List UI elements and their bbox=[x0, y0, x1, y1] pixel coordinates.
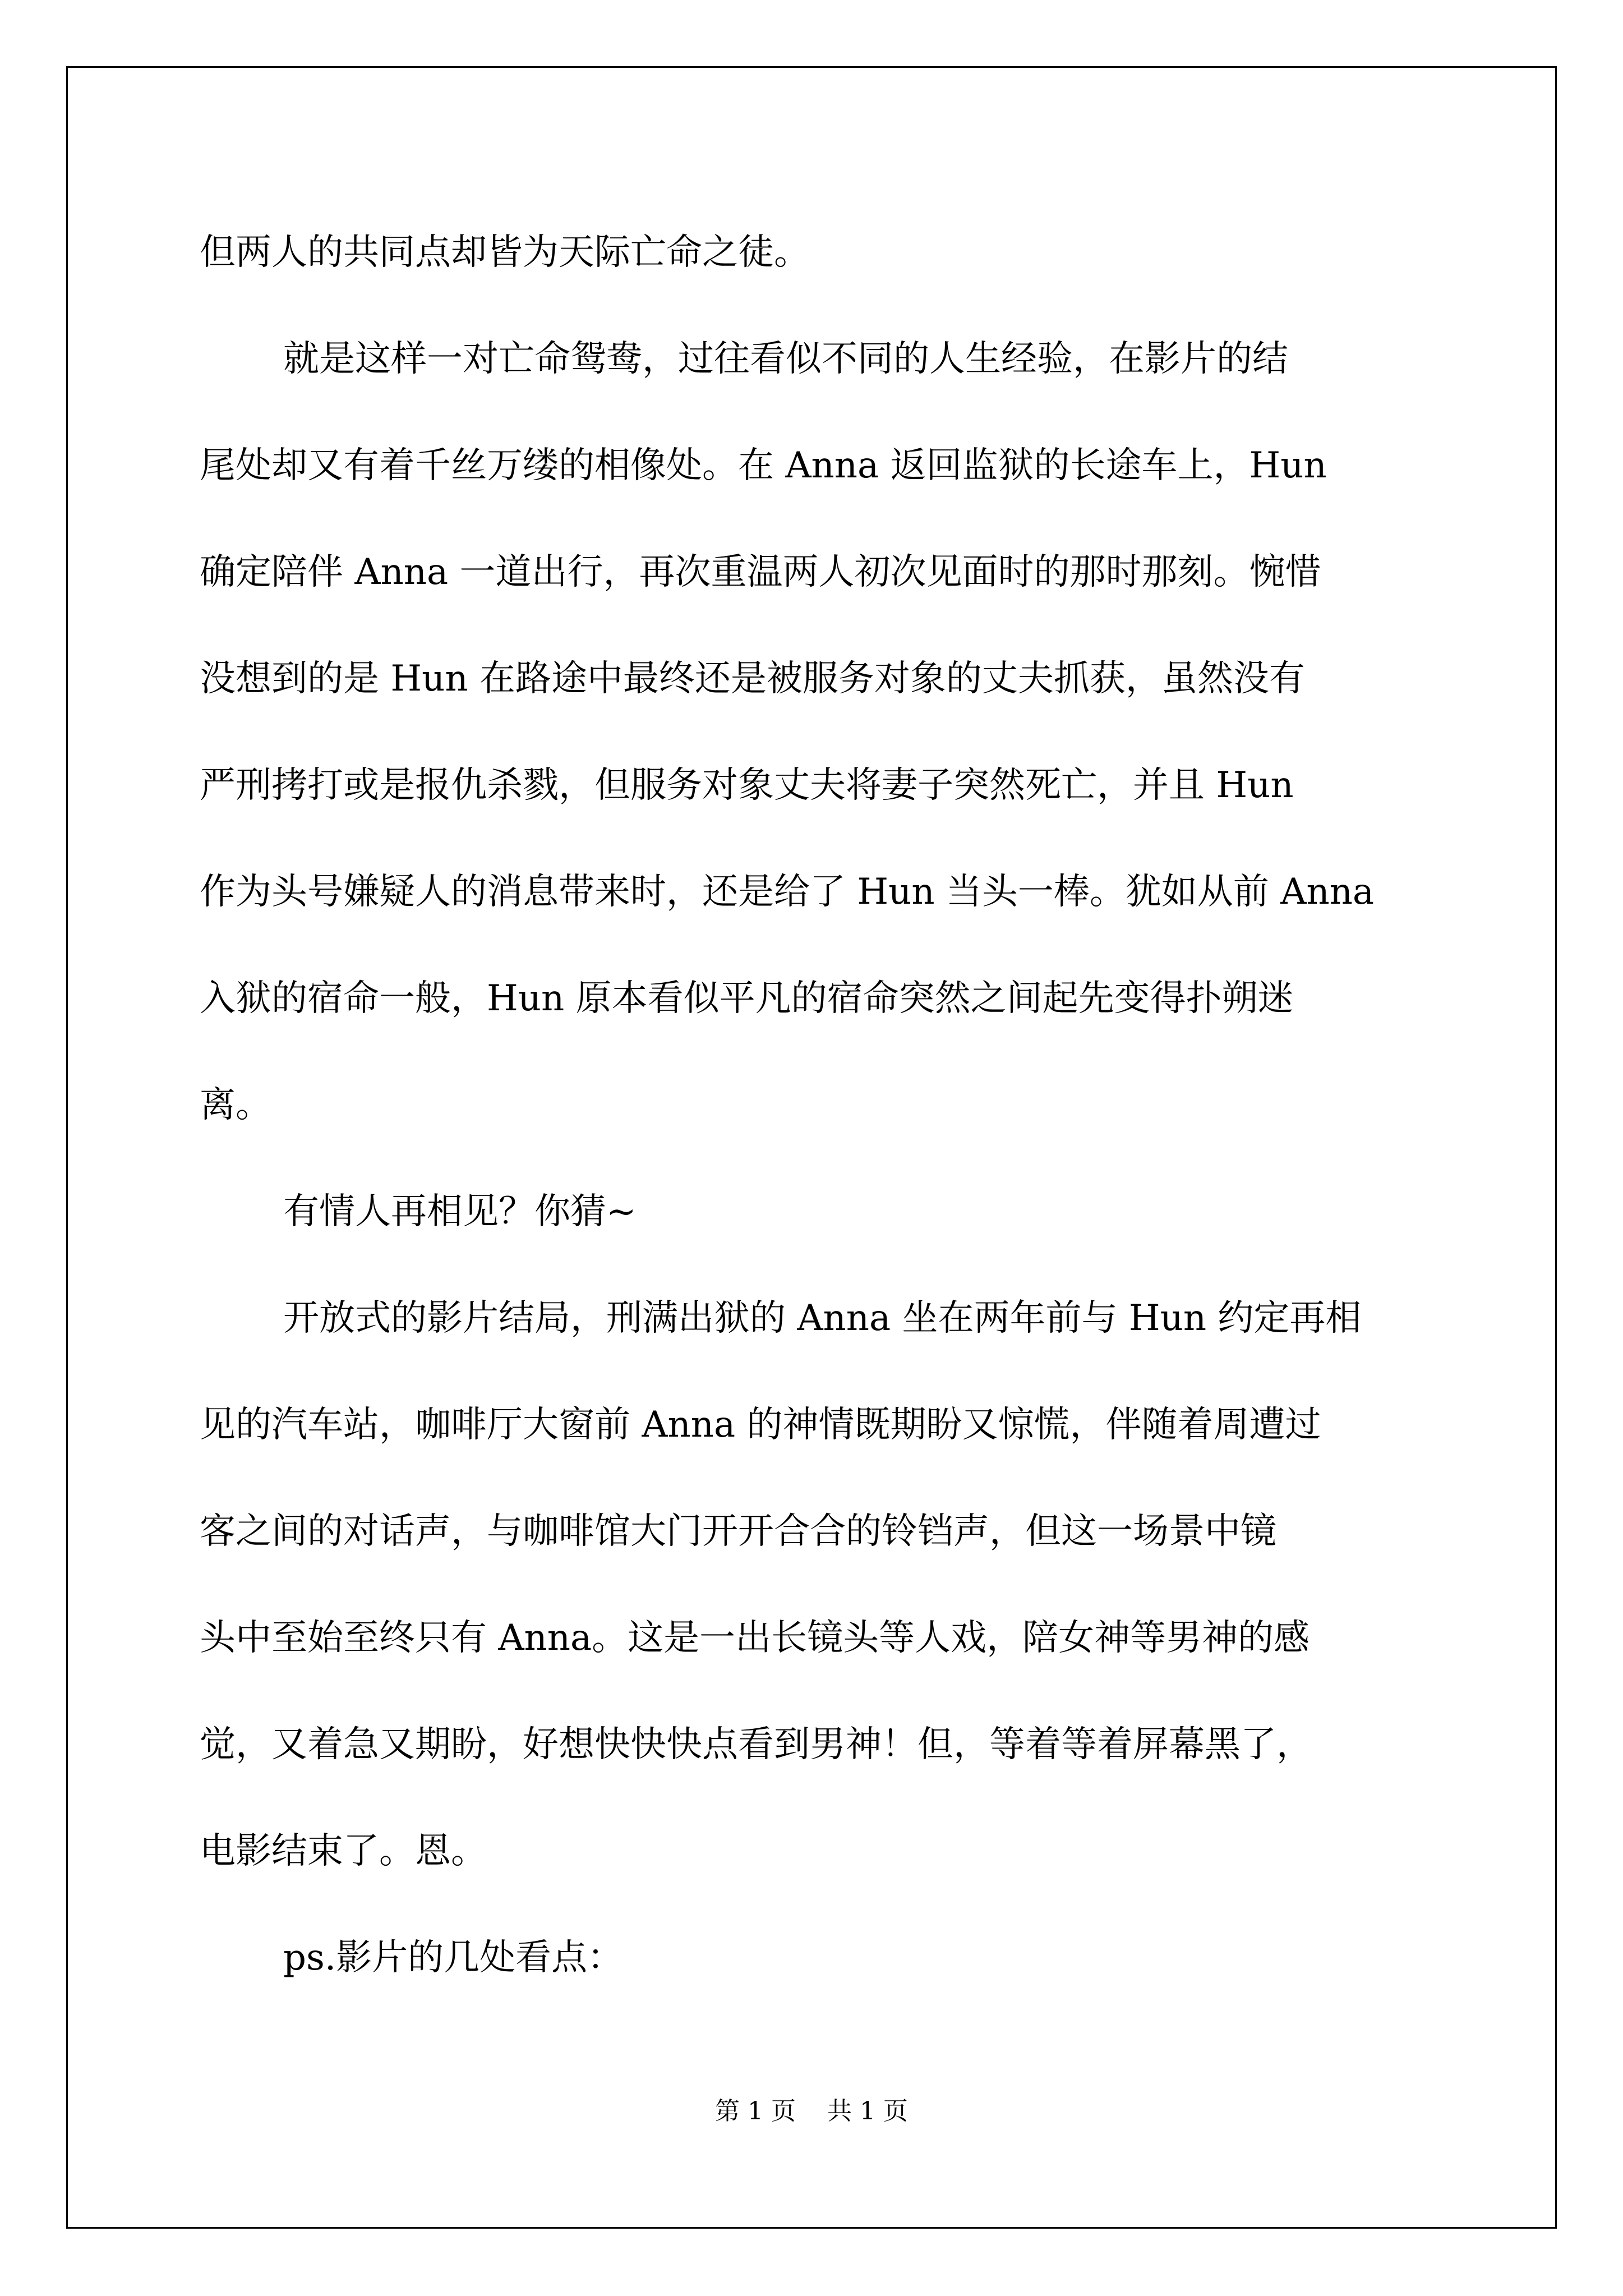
text-line: 电影结束了。恩。 bbox=[200, 1830, 487, 1872]
text-line: 入狱的宿命一般，Hun 原本看似平凡的宿命突然之间起先变得扑朔迷 bbox=[200, 978, 1294, 1019]
text-line: 没想到的是 Hun 在路途中最终还是被服务对象的丈夫抓获，虽然没有 bbox=[200, 658, 1305, 700]
text-line: 严刑拷打或是报仇杀戮，但服务对象丈夫将妻子突然死亡，并且 Hun bbox=[200, 765, 1294, 806]
text-line: 觉，又着急又期盼，好想快快快点看到男神！但，等着等着屏幕黑了， bbox=[200, 1724, 1312, 1765]
text-line: 确定陪伴 Anna 一道出行，再次重温两人初次见面时的那时那刻。惋惜 bbox=[200, 551, 1321, 593]
text-line: ps.影片的几处看点： bbox=[283, 1937, 624, 1978]
text-line: 离。 bbox=[200, 1084, 271, 1126]
page-number-footer: 第 1 页 共 1 页 bbox=[715, 2097, 908, 2125]
text-line: 见的汽车站，咖啡厅大窗前 Anna 的神情既期盼又惊慌，伴随着周遭过 bbox=[200, 1404, 1321, 1446]
text-line: 作为头号嫌疑人的消息带来时，还是给了 Hun 当头一棒。犹如从前 Anna bbox=[200, 871, 1375, 913]
page-border bbox=[66, 66, 1557, 2229]
text-line: 但两人的共同点却皆为天际亡命之徒。 bbox=[200, 232, 810, 273]
text-line: 客之间的对话声，与咖啡馆大门开开合合的铃铛声，但这一场景中镜 bbox=[200, 1511, 1276, 1552]
text-line: 头中至始至终只有 Anna。这是一出长镜头等人戏，陪女神等男神的感 bbox=[200, 1617, 1310, 1659]
text-line: 开放式的影片结局，刑满出狱的 Anna 坐在两年前与 Hun 约定再相 bbox=[283, 1297, 1362, 1339]
text-line: 有情人再相见？你猜~ bbox=[283, 1191, 637, 1232]
text-line: 尾处却又有着千丝万缕的相像处。在 Anna 返回监狱的长途车上，Hun bbox=[200, 445, 1327, 486]
text-line: 就是这样一对亡命鸳鸯，过往看似不同的人生经验，在影片的结 bbox=[283, 338, 1288, 380]
